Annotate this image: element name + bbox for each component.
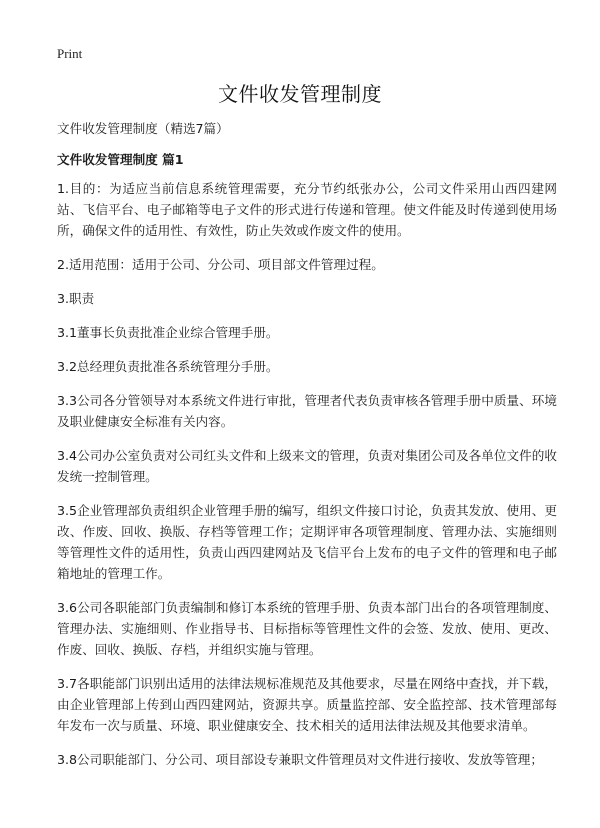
paragraph-3-7: 3.7各职能部门识别出适用的法律法规标准规范及其他要求，尽量在网络中查找，并下载，由企业管理部上传到山西四建网站，资源共享。质量监控部、安全监控部、技术管理部每年发布一次与质量、环境、职业健康安全、技术相关的适用法律法规及其他要求清单。: [57, 676, 557, 733]
paragraph-responsibilities-heading: 3.职责: [57, 291, 95, 306]
print-link[interactable]: Print: [57, 46, 83, 61]
section-heading: 文件收发管理制度 篇1: [57, 152, 184, 167]
paragraph-3-2: 3.2总经理负责批准各系统管理分手册。: [57, 359, 279, 374]
document-title: 文件收发管理制度: [218, 82, 382, 106]
paragraph-3-6: 3.6公司各职能部门负责编制和修订本系统的管理手册、负责本部门出台的各项管理制度、管理办法、实施细则、作业指导书、目标指标等管理性文件的会签、发放、使用、更改、作废、回收、换版、存档，并组织实施与管理。: [57, 600, 557, 657]
paragraph-3-1: 3.1董事长负责批准企业综合管理手册。: [57, 325, 279, 340]
paragraph-3-5: 3.5企业管理部负责组织企业管理手册的编写，组织文件接口讨论，负责其发放、使用、更改、作废、回收、换版、存档等管理工作；定期评审各项管理制度、管理办法、实施细则等管理性文件的适用性，负责山西四建网站及飞信平台上发布的电子文件的管理和电子邮箱地址的管理工作。: [57, 503, 557, 581]
paragraph-purpose: 1.目的：为适应当前信息系统管理需要，充分节约纸张办公，公司文件采用山西四建网站、飞信平台、电子邮箱等电子文件的形式进行传递和管理。使文件能及时传递到使用场所，确保文件的适用性、有效性，防止失效或作废文件的使用。: [57, 181, 557, 238]
paragraph-3-3: 3.3公司各分管领导对本系统文件进行审批，管理者代表负责审核各管理手册中质量、环境及职业健康安全标准有关内容。: [57, 393, 557, 429]
document-subtitle: 文件收发管理制度（精选7篇）: [57, 121, 229, 136]
paragraph-3-8: 3.8公司职能部门、分公司、项目部设专兼职文件管理员对文件进行接收、发放等管理；: [57, 752, 543, 767]
paragraph-scope: 2.适用范围：适用于公司、分公司、项目部文件管理过程。: [57, 257, 384, 272]
document-body: [57, 118, 557, 783]
paragraph-3-4: 3.4公司办公室负责对公司红头文件和上级来文的管理，负责对集团公司及各单位文件的收发统一控制管理。: [57, 448, 557, 484]
